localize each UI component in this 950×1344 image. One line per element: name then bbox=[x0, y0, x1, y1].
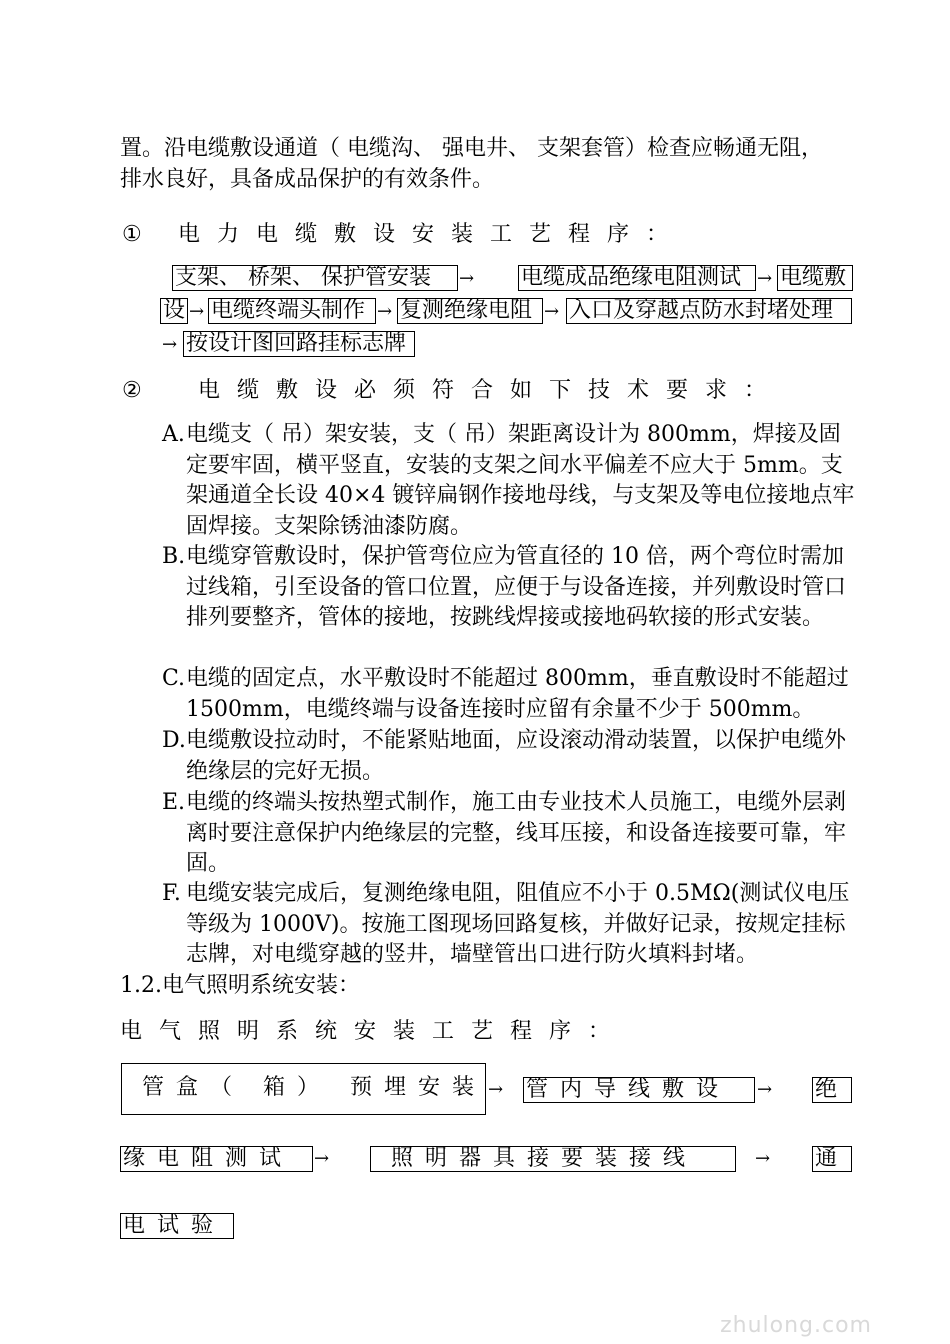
requirement-item-c bbox=[162, 664, 862, 725]
requirement-item-b bbox=[162, 542, 862, 634]
item-label: B. bbox=[162, 544, 186, 569]
section-2-title: 电缆敷设必须符合如下技术要求： bbox=[198, 378, 784, 403]
requirement-item-f bbox=[162, 879, 862, 971]
flow-box-retest-insulation: 复测绝缘电阻 bbox=[397, 298, 543, 324]
flow-arrow: → bbox=[757, 1079, 773, 1100]
flow-box-power-test-part1: 通 bbox=[812, 1146, 852, 1172]
flow-box-bracket-install: 支架、 桥架、 保护管安装 bbox=[172, 265, 458, 291]
section-1-number: ① bbox=[122, 222, 142, 247]
flow-box-insulation-part1: 绝 bbox=[812, 1077, 852, 1103]
flow-box-label-tags: 按设计图回路挂标志牌 bbox=[183, 331, 415, 357]
flow-arrow: → bbox=[189, 301, 205, 322]
flow-box-cable-laying-part2: 设 bbox=[160, 298, 188, 324]
requirement-item-a bbox=[162, 420, 862, 542]
intro-line-2: 排水良好，具备成品保护的有效条件。 bbox=[120, 167, 495, 192]
item-text: 电缆支（ 吊）架安装，支（ 吊）架距离设计为 800mm，焊接及固定要牢固，横平竖直，安装的支架之间水平偏差不应大于 5mm。支架通道全长设 40×4 镀锌扁钢作接地母线，与支架及等电位接地点牢固焊接。支架除锈油漆防腐。 bbox=[186, 422, 855, 539]
item-text: 电缆穿管敷设时，保护管弯位应为管直径的 10 倍，两个弯位时需加过线箱，引至设备的管口位置，应便于与设备连接，并列敷设时管口排列要整齐，管体的接地，按跳线焊接或接地码软接的形式安装。 bbox=[186, 544, 847, 630]
section-2-number: ② bbox=[122, 378, 142, 403]
flow-arrow: → bbox=[755, 1148, 771, 1169]
flow-arrow: → bbox=[314, 1148, 330, 1169]
item-text: 电缆安装完成后，复测绝缘电阻，阻值应不小于 0.5MΩ(测试仪电压等级为 1000V)。按施工图现场回路复核，并做好记录，按规定挂标志牌，对电缆穿越的竖井，墙壁管出口进行防火填料封堵。 bbox=[186, 881, 850, 967]
flow-box-terminal-head: 电缆终端头制作 bbox=[208, 298, 376, 324]
section-3-heading: 1.2.电气照明系统安装： bbox=[120, 973, 360, 998]
section-3-title: 电气照明系统安装工艺程序： bbox=[120, 1019, 628, 1044]
flow-arrow: → bbox=[377, 301, 393, 322]
flow-arrow: → bbox=[459, 268, 475, 289]
section-1-title: 电力电缆敷设安装工艺程序： bbox=[178, 222, 686, 247]
flow-arrow: → bbox=[757, 268, 773, 289]
item-label: D. bbox=[162, 728, 186, 753]
item-text: 电缆敷设拉动时，不能紧贴地面，应设滚动滑动装置，以保护电缆外绝缘层的完好无损。 bbox=[186, 728, 847, 784]
flow-box-wire-laying: 管内导线敷设 bbox=[523, 1077, 755, 1103]
flow-box-cable-laying-part1: 电缆敷 bbox=[777, 265, 853, 291]
intro-line-1: 置。沿电缆敷设通道（ 电缆沟、 强电井、 支架套管）检查应畅通无阻， bbox=[120, 136, 823, 161]
flow-box-waterproof-seal: 入口及穿越点防水封堵处理 bbox=[566, 298, 852, 324]
flow-arrow: → bbox=[162, 334, 178, 355]
item-label: C. bbox=[162, 666, 186, 691]
watermark: zhulong.com bbox=[720, 1313, 872, 1338]
flow-box-fixture-wiring: 照明器具接要装接线 bbox=[370, 1146, 736, 1172]
item-label: A. bbox=[162, 422, 185, 447]
flow-box-conduit-embed: 管盒（ 箱） 预埋安装 bbox=[121, 1063, 486, 1115]
flow-box-insulation-test: 电缆成品绝缘电阻测试 bbox=[518, 265, 756, 291]
item-label: E. bbox=[162, 790, 186, 815]
flow-arrow: → bbox=[488, 1079, 504, 1100]
item-text: 电缆的固定点，水平敷设时不能超过 800mm，垂直敷设时不能超过 1500mm，电缆终端与设备连接时应留有余量不少于 500mm。 bbox=[186, 666, 849, 722]
requirement-item-e bbox=[162, 788, 862, 880]
flow-arrow: → bbox=[544, 301, 560, 322]
flow-box-power-test-part2: 电试验 bbox=[120, 1213, 234, 1239]
flow-box-insulation-part2: 缘电阻测试 bbox=[120, 1146, 313, 1172]
item-label: F. bbox=[162, 881, 181, 906]
item-text: 电缆的终端头按热塑式制作，施工由专业技术人员施工，电缆外层剥离时要注意保护内绝缘层的完整，线耳压接，和设备连接要可靠，牢固。 bbox=[186, 790, 847, 876]
requirement-item-d bbox=[162, 726, 862, 787]
